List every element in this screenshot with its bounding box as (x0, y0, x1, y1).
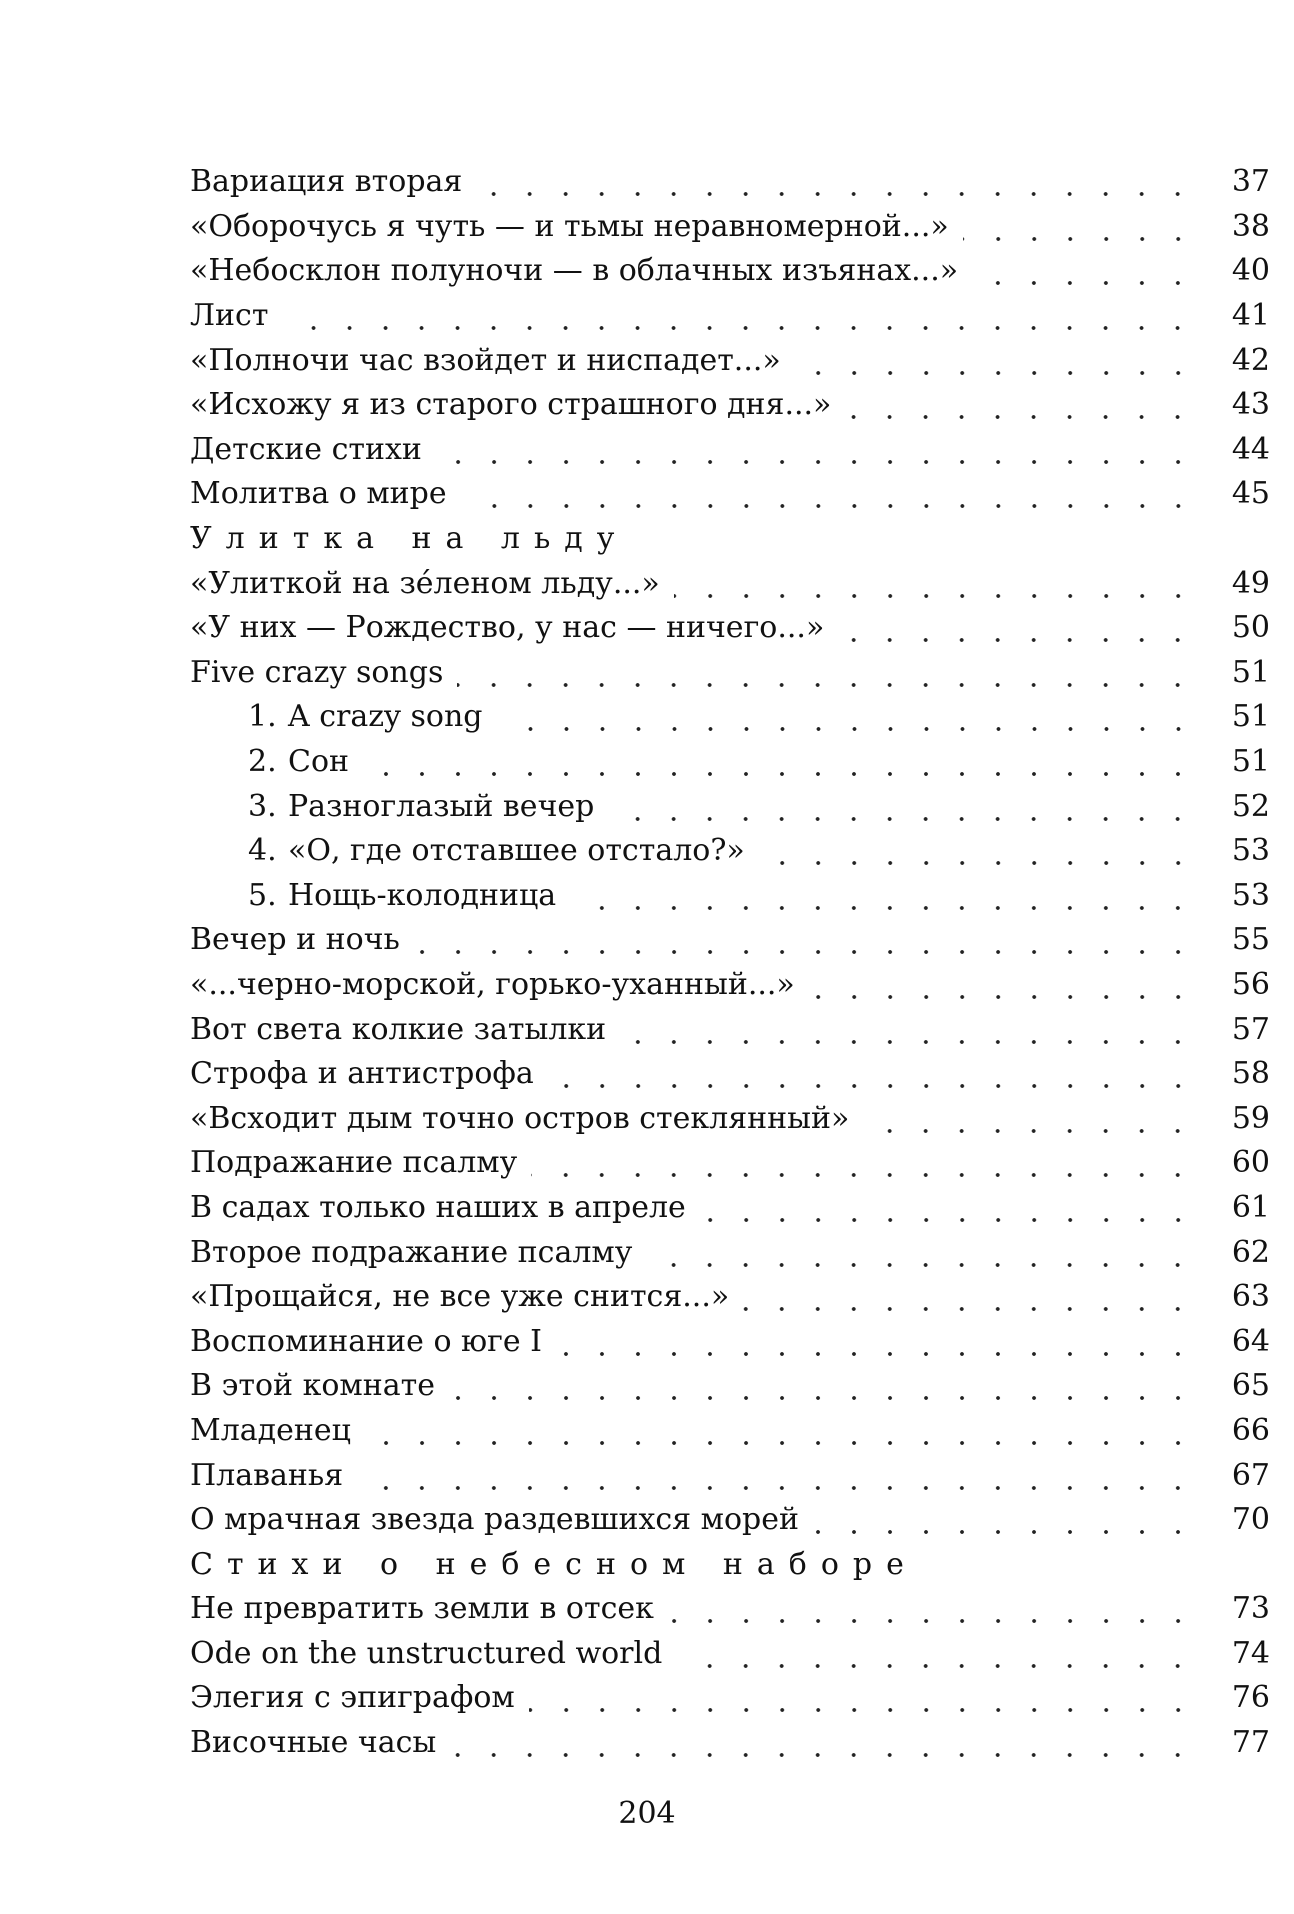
table-of-contents (190, 160, 1270, 1765)
page-number: 204 (618, 1796, 676, 1831)
entry-page-number: 45 (1231, 476, 1270, 512)
dot-leader (570, 881, 1196, 911)
dot-leader (365, 1416, 1196, 1446)
entry-page-number: 37 (1231, 164, 1270, 200)
entry-page-number: 63 (1231, 1279, 1270, 1315)
dot-leader (414, 925, 1196, 955)
toc-entry (190, 918, 1270, 963)
dot-leader (845, 390, 1196, 420)
entry-page-number: 43 (1231, 387, 1270, 423)
dot-leader (529, 1683, 1196, 1713)
toc-entry (190, 561, 1270, 606)
entry-page-number: 59 (1231, 1100, 1270, 1136)
entry-title: «У них — Рождество, у нас — ничего...» (190, 610, 825, 646)
dot-leader (608, 792, 1196, 822)
toc-entry (190, 428, 1270, 473)
dot-leader (476, 167, 1196, 197)
toc-subentry (190, 784, 1270, 829)
entry-page-number: 53 (1231, 877, 1270, 913)
entry-title: «О, где отставшее отстало?» (288, 833, 745, 869)
section-title: Стихи о небесном наборе (190, 1546, 918, 1582)
dot-leader (809, 970, 1196, 1000)
entry-title: «Полночи час взойдет и ниспадет...» (190, 342, 781, 378)
dot-leader (531, 1148, 1196, 1178)
dot-leader (838, 613, 1196, 643)
entry-title: О мрачная звезда раздевшихся морей (190, 1502, 799, 1538)
entry-page-number: 56 (1231, 966, 1270, 1002)
entry-page-number: 60 (1231, 1145, 1270, 1181)
entry-title: Вечер и ночь (190, 922, 400, 958)
entry-page-number: 40 (1231, 253, 1270, 289)
toc-entry (190, 160, 1270, 205)
toc-section-heading (190, 1542, 1270, 1587)
entry-page-number: 73 (1231, 1591, 1270, 1627)
toc-entry (190, 651, 1270, 696)
dot-leader (436, 435, 1196, 465)
toc-entry (190, 1275, 1270, 1320)
entry-title: Строфа и антистрофа (190, 1056, 534, 1092)
entry-title: Подражание псалму (190, 1145, 518, 1181)
toc-entry (190, 1364, 1270, 1409)
dot-leader (646, 1238, 1196, 1268)
toc-entry (190, 963, 1270, 1008)
dot-leader (813, 1505, 1196, 1535)
dot-leader (620, 1015, 1196, 1045)
dot-leader (282, 301, 1196, 331)
entry-page-number: 49 (1231, 565, 1270, 601)
toc-entry (190, 1141, 1270, 1186)
entry-title: Вариация вторая (190, 164, 463, 200)
entry-page-number: 42 (1231, 342, 1270, 378)
toc-subentry (190, 829, 1270, 874)
toc-entry (190, 338, 1270, 383)
entry-page-number: 57 (1231, 1011, 1270, 1047)
toc-entry (190, 1319, 1270, 1364)
dot-leader (963, 212, 1196, 242)
entry-title: Второе подражание псалму (190, 1234, 633, 1270)
entry-title: «...черно-морской, горько-уханный...» (190, 966, 795, 1002)
entry-page-number: 55 (1231, 922, 1270, 958)
entry-page-number: 64 (1231, 1323, 1270, 1359)
toc-section-heading (190, 517, 1270, 562)
toc-entry (190, 606, 1270, 651)
entry-page-number: 77 (1231, 1725, 1270, 1761)
entry-title: Детские стихи (190, 431, 422, 467)
entry-page-number: 70 (1231, 1502, 1270, 1538)
entry-title: «Всходит дым точно остров стеклянный» (190, 1100, 850, 1136)
entry-title: Младенец (190, 1412, 351, 1448)
toc-entry (190, 1096, 1270, 1141)
entry-title: Разноглазый вечер (288, 788, 595, 824)
toc-entry (190, 1587, 1270, 1632)
entry-page-number: 51 (1231, 699, 1270, 735)
entry-title: Нощь-колодница (288, 877, 557, 913)
toc-subentry-number: 1. (248, 699, 277, 735)
entry-title: Височные часы (190, 1725, 437, 1761)
entry-page-number: 65 (1231, 1368, 1270, 1404)
entry-page-number: 76 (1231, 1680, 1270, 1716)
entry-title: Элегия с эпиграфом (190, 1680, 515, 1716)
entry-page-number: 67 (1231, 1457, 1270, 1493)
dot-leader (457, 658, 1196, 688)
dot-leader (795, 346, 1196, 376)
dot-leader (863, 1104, 1196, 1134)
entry-title: Сон (288, 744, 350, 780)
entry-title: «Оборочусь я чуть — и тьмы неравномерной...» (190, 208, 949, 244)
dot-leader (972, 256, 1196, 286)
toc-entry (190, 1721, 1270, 1766)
dot-leader (700, 1193, 1196, 1223)
entry-page-number: 51 (1231, 654, 1270, 690)
toc-subentry (190, 740, 1270, 785)
toc-entry (190, 1453, 1270, 1498)
section-title: Улитка на льду (190, 521, 629, 557)
dot-leader (548, 1059, 1196, 1089)
dot-leader (676, 1639, 1196, 1669)
entry-page-number: 51 (1231, 744, 1270, 780)
dot-leader (674, 569, 1196, 599)
dot-leader (449, 1371, 1196, 1401)
toc-entry (190, 1052, 1270, 1097)
toc-entry (190, 383, 1270, 428)
toc-entry (190, 1498, 1270, 1543)
toc-entry (190, 1632, 1270, 1677)
dot-leader (363, 747, 1196, 777)
toc-subentry-number: 5. (248, 877, 277, 913)
dot-leader (497, 702, 1196, 732)
toc-entry (190, 472, 1270, 517)
toc-entry (190, 205, 1270, 250)
dot-leader (450, 1728, 1196, 1758)
entry-title: Ode on the unstructured world (190, 1635, 663, 1671)
entry-title: «Улиткой на зе́леном льду...» (190, 565, 660, 601)
toc-entry (190, 1186, 1270, 1231)
toc-subentry (190, 874, 1270, 919)
entry-page-number: 53 (1231, 833, 1270, 869)
dot-leader (461, 479, 1196, 509)
toc-subentry-number: 2. (248, 744, 277, 780)
entry-title: Воспоминание о юге I (190, 1323, 543, 1359)
toc-entry (190, 1007, 1270, 1052)
entry-title: Лист (190, 298, 269, 334)
toc-subentry (190, 695, 1270, 740)
entry-title: «Прощайся, не все уже снится...» (190, 1279, 730, 1315)
entry-title: Вот света колкие затылки (190, 1011, 607, 1047)
toc-entry (190, 1409, 1270, 1454)
entry-title: Молитва о мире (190, 476, 447, 512)
entry-title: Не превратить земли в отсек (190, 1591, 654, 1627)
toc-subentry-number: 3. (248, 788, 277, 824)
entry-page-number: 52 (1231, 788, 1270, 824)
entry-title: Плаванья (190, 1457, 344, 1493)
dot-leader (556, 1327, 1196, 1357)
dot-leader (743, 1282, 1196, 1312)
entry-title: «Небосклон полуночи — в облачных изъянах...» (190, 253, 959, 289)
entry-page-number: 58 (1231, 1056, 1270, 1092)
toc-entry (190, 294, 1270, 339)
entry-page-number: 61 (1231, 1189, 1270, 1225)
toc-entry (190, 1230, 1270, 1275)
dot-leader (357, 1461, 1196, 1491)
entry-page-number: 62 (1231, 1234, 1270, 1270)
entry-page-number: 41 (1231, 298, 1270, 334)
entry-title: В этой комнате (190, 1368, 435, 1404)
entry-title: В садах только наших в апреле (190, 1189, 686, 1225)
toc-entry (190, 249, 1270, 294)
entry-page-number: 74 (1231, 1635, 1270, 1671)
entry-page-number: 66 (1231, 1412, 1270, 1448)
entry-page-number: 38 (1231, 208, 1270, 244)
dot-leader (759, 836, 1196, 866)
entry-title: A crazy song (288, 699, 483, 735)
toc-subentry-number: 4. (248, 833, 277, 869)
entry-page-number: 50 (1231, 610, 1270, 646)
entry-page-number: 44 (1231, 431, 1270, 467)
entry-title: «Исхожу я из старого страшного дня...» (190, 387, 832, 423)
dot-leader (668, 1594, 1196, 1624)
toc-entry (190, 1676, 1270, 1721)
entry-title: Five crazy songs (190, 654, 444, 690)
